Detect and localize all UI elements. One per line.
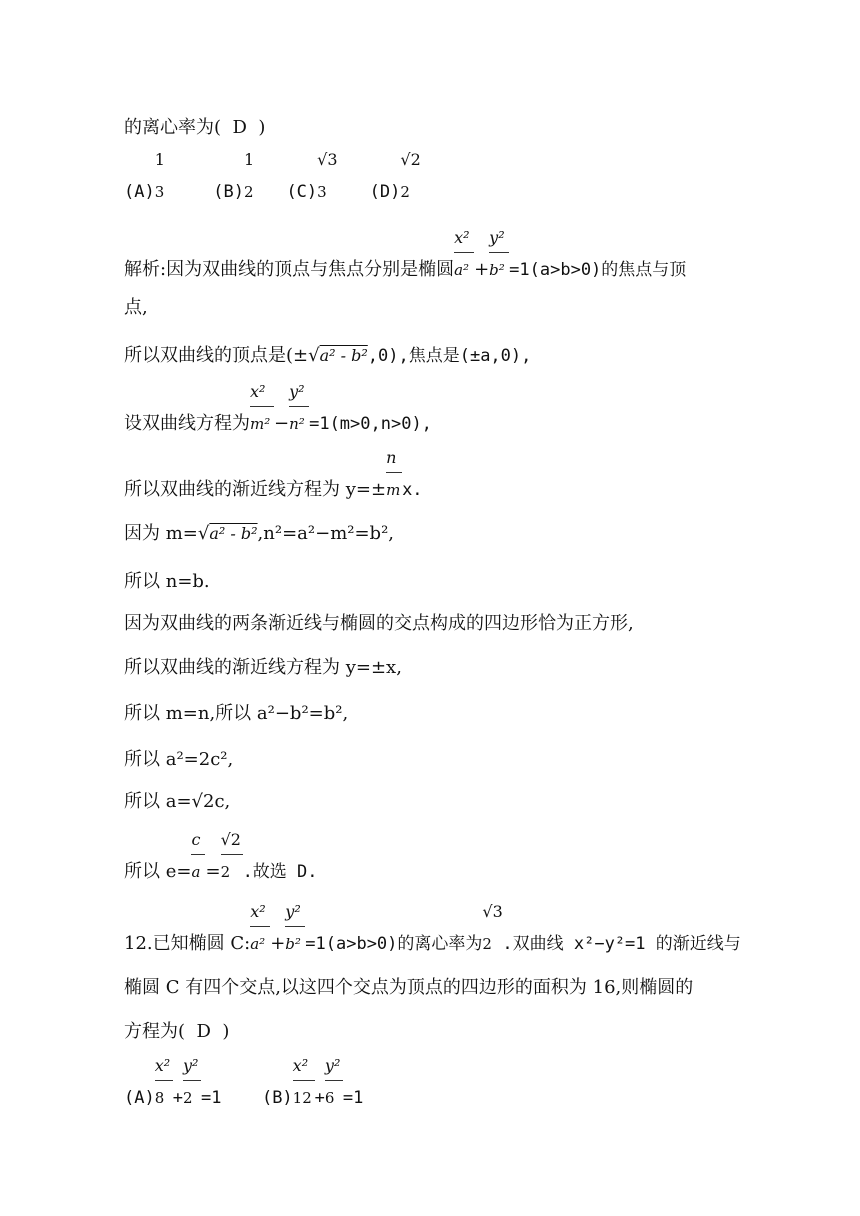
q11-tail-text: 的离心率为( D ): [124, 117, 266, 138]
analysis-line-7: [124, 570, 210, 594]
option-c-label: (C): [286, 182, 318, 202]
equals-sign: =: [205, 861, 221, 882]
fraction-sqrt3-2: √3 2: [482, 902, 503, 953]
analysis-line-10: [124, 702, 348, 726]
q12-options: [124, 1056, 364, 1110]
fraction-y2-b2: $\frac{\text{y²}}{\text{b²}}$: [489, 258, 509, 282]
fraction-n-m: $\frac{n}{m}$: [386, 448, 401, 499]
option-a-fraction-1: $\frac{\text{x²}}{8}$: [155, 1086, 173, 1110]
option-a-fraction: 1 3: [154, 150, 165, 201]
plus-sign: +: [314, 1088, 325, 1108]
analysis-text: 因为双曲线的两条渐近线与椭圆的交点构成的四边形恰为正方形,: [124, 613, 634, 634]
fraction-y2-b2: $\frac{\text{y²}}{\text{b²}}$: [285, 932, 305, 956]
sqrt-sign: √: [197, 523, 210, 544]
option-d-fraction: √2 2: [400, 150, 421, 201]
analysis-line-1: [124, 228, 687, 282]
analysis-line-9: [124, 656, 402, 680]
analysis-text: 设双曲线方程为: [124, 413, 250, 434]
plus-sign: +: [270, 933, 286, 954]
option-b-fraction-2: $\frac{\text{y²}}{6}$: [325, 1086, 343, 1110]
q12-line-1: [124, 902, 741, 956]
analysis-line-6: [124, 522, 394, 546]
analysis-line-13: [124, 830, 318, 884]
minus-sign: −: [274, 413, 290, 434]
fraction-c-a: $\frac{c}{a}$: [191, 860, 205, 884]
analysis-text: 所以双曲线的渐近线方程为 y=±: [124, 479, 387, 500]
analysis-text: x.: [402, 480, 423, 500]
q11-options: [124, 150, 422, 204]
equals-one: =1: [342, 1088, 364, 1108]
analysis-line-12: [124, 790, 230, 814]
option-a-label: (A): [124, 1088, 155, 1108]
q12-text: 椭圆 C 有四个交点,以这四个交点为顶点的四边形的面积为 16,则椭圆的: [124, 977, 694, 998]
fraction-sqrt2-2: $\frac{√2}{2}$: [220, 830, 241, 881]
option-c-fraction: √3 3: [317, 150, 338, 201]
option-a-label: (A): [124, 182, 155, 202]
analysis-text: 所以 e=: [124, 861, 192, 882]
radicand: a² - b²: [209, 524, 258, 543]
sqrt-sign: √: [308, 345, 320, 366]
analysis-text: ,n²=a²−m²=b²,: [257, 523, 395, 544]
q12-line-3: [124, 1020, 229, 1044]
analysis-text: =1(m>0,n>0),: [309, 414, 432, 434]
analysis-text: 因为 m=: [124, 523, 198, 544]
q12-line-2: [124, 976, 693, 1000]
q12-text: 12.已知椭圆 C:: [124, 933, 251, 954]
option-b-fraction: 1 2: [243, 150, 255, 201]
fraction-x2-a2: $\frac{\text{x²}}{\text{a²}}$: [250, 932, 270, 956]
fraction-x2-a2: $\frac{\text{x²}}{\text{a²}}$: [454, 258, 474, 282]
analysis-text: 所以 m=n,所以 a²−b²=b²,: [124, 703, 349, 724]
radicand: a² - b²: [319, 346, 368, 365]
option-b-label: (B): [213, 182, 244, 202]
analysis-text: 所以 n=b.: [124, 571, 210, 592]
analysis-line-5: [124, 448, 423, 502]
analysis-line-8: [124, 612, 634, 636]
fraction-x2-m2: $\frac{\text{x²}}{\text{m²}}$: [250, 412, 274, 436]
q12-text: =1(a>b>0)的离心率为: [305, 934, 483, 954]
analysis-line-11: [124, 748, 233, 772]
q11-answer-line: [124, 116, 265, 140]
analysis-text: ,0),焦点是(±a,0),: [367, 346, 532, 366]
analysis-text: 所以双曲线的顶点是(±: [124, 345, 309, 366]
equals-one: =1: [200, 1088, 222, 1108]
analysis-line-4: [124, 382, 432, 436]
plus-sign: +: [474, 259, 490, 280]
analysis-text: 所以 a²=2c²,: [124, 749, 234, 770]
q12-text: .双曲线 x²−y²=1 的渐近线与: [502, 934, 741, 954]
analysis-line-2: [124, 296, 148, 320]
analysis-text-tail: =1(a>b>0)的焦点与顶: [509, 260, 687, 280]
option-b-label: (B): [261, 1088, 293, 1108]
fraction-y2-n2: $\frac{\text{y²}}{\text{n²}}$: [289, 412, 309, 436]
option-a-fraction-2: $\frac{\text{y²}}{2}$: [183, 1086, 201, 1110]
analysis-text: 所以 a=√2c,: [124, 791, 231, 812]
analysis-text: 解析:因为双曲线的顶点与焦点分别是椭圆: [124, 259, 455, 280]
q12-text: 方程为( D ): [124, 1021, 230, 1042]
plus-sign: +: [172, 1088, 183, 1108]
analysis-text: 所以双曲线的渐近线方程为 y=±x,: [124, 657, 402, 678]
option-d-label: (D): [369, 182, 401, 202]
analysis-text: 点,: [124, 297, 148, 318]
option-b-fraction-1: $\frac{\text{x²}}{12}$: [293, 1086, 315, 1110]
analysis-line-3: [124, 344, 531, 368]
analysis-text: .故选 D.: [242, 862, 318, 882]
